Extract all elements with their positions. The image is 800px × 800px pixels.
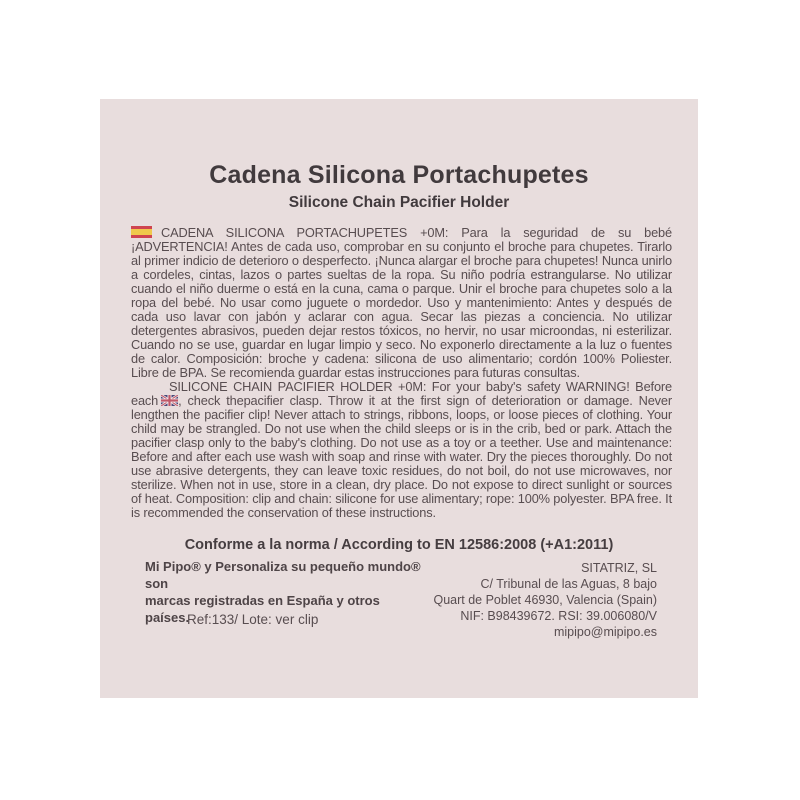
spanish-warning-paragraph — [131, 226, 672, 380]
trademark-line2: marcas registradas en España y otros países. — [145, 593, 380, 625]
trademark-line1: Mi Pipo® y Personaliza su pequeño mundo® son — [145, 559, 421, 591]
instructions-block — [131, 226, 672, 520]
company-name: SITATRIZ, SL — [581, 561, 657, 575]
english-warning-paragraph — [131, 380, 672, 520]
company-address-block — [337, 560, 657, 640]
english-warning-text-part1: SILICONE CHAIN PACIFIER HOLDER +0M: For your baby's safety WARNING! Before each — [131, 379, 672, 408]
spain-flag-icon — [131, 226, 152, 238]
uk-flag-icon — [161, 395, 178, 406]
english-warning-text-part2: , check thepacifier clasp. Throw it at the first sign of deterioration or damage. Never lengthen the pacifier clip! Never attach to strings, ribbons, loops, or loose pieces of clothing. Your child may be strangled. Do not use when the child sleeps or is in the crib, bed or park. Attach the pacifier clasp only to the baby's clothing. Do not use as a toy or a teether. Use and maintenance: Before and after each use wash with soap and rinse with water. Dry the pieces thoroughly. Do not use abrasive detergents, they can leave toxic residues, do not boil, do not use microwaves, nor sterilize. When not in use, store in a clean, dry place. Do not expose to direct sunlight or sources of heat. Composition: clip and chain: silicone for use alimentary; rope: 100% polyester. BPA free. It is recommended the conservation of these instructions. — [131, 393, 672, 520]
company-email: mipipo@mipipo.es — [553, 625, 657, 639]
product-subtitle: Silicone Chain Pacifier Holder — [288, 194, 510, 211]
company-registration: NIF: B98439672. RSI: 39.006080/V — [460, 609, 657, 623]
reference-lot: Ref:133/ Lote: ver clip — [187, 612, 319, 627]
company-street: C/ Tribunal de las Aguas, 8 bajo — [480, 577, 657, 591]
product-title: Cadena Silicona Portachupetes — [209, 161, 589, 189]
compliance-statement: Conforme a la norma / According to EN 12586:2008 (+A1:2011) — [184, 537, 614, 553]
spanish-warning-text: CADENA SILICONA PORTACHUPETES +0M: Para la seguridad de su bebé ¡ADVERTENCIA! Antes de cada uso, comprobar en su conjunto el broche para chupetes. Tirarlo al primer indicio de deterioro o desperfecto. ¡Nunca alargar el broche para chupetes! Nunca unirlo a cordeles, cintas, lazos o partes sueltas de la ropa. Su niño podría estrangularse. No utilizar cuando el niño duerme o está en la cuna, cama o parque. Unir el broche para chupetes solo a la ropa del bebé. No usar como juguete o mordedor. Uso y mantenimiento: Antes y después de cada uso lavar con jabón y aclarar con agua. Secar las piezas a conciencia. No utilizar detergentes abrasivos, pueden dejar restos tóxicos, no hervir, no usar microondas, ni esterilizar. Cuando no se use, guardar en lugar limpio y seco. No exponerlo directamente a la luz o fuentes de calor. Composición: broche y cadena: silicona de uso alimentario; cordón 100% Poliester. Libre de BPA. Se recomienda guardar estas instrucciones para futuras consultas. — [131, 225, 672, 380]
label-card — [100, 99, 698, 698]
company-city: Quart de Poblet 46930, Valencia (Spain) — [433, 593, 657, 607]
